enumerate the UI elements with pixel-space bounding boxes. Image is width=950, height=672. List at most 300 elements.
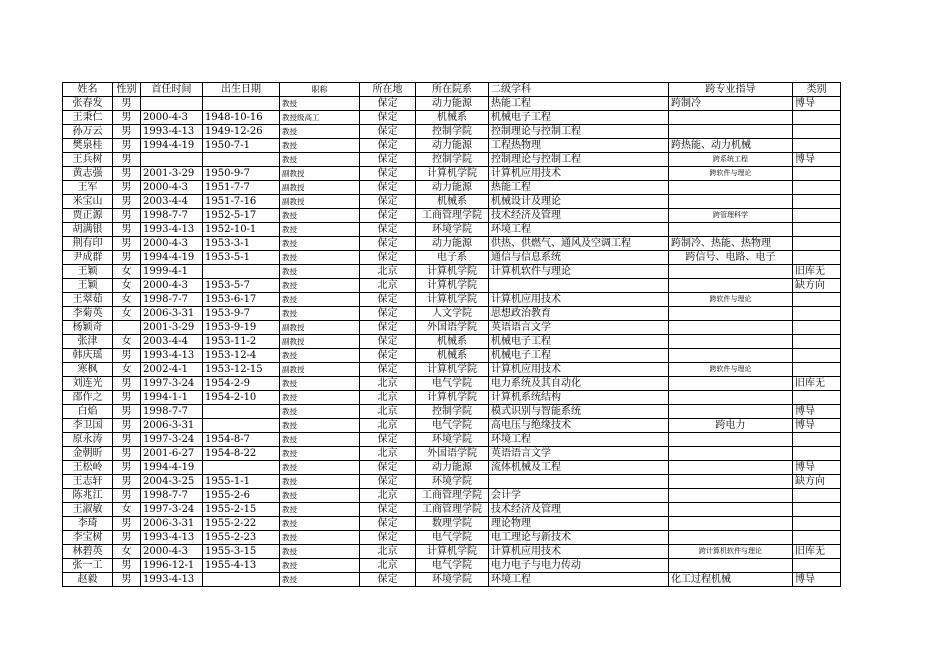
cell-cross-major: 跨管理科学	[669, 209, 793, 223]
cell-discipline: 机械电子工程	[489, 349, 669, 363]
cell-name: 白焰	[63, 405, 113, 419]
table-row	[63, 97, 841, 111]
column-header-name: 姓名	[63, 83, 113, 97]
cell-department: 电气学院	[416, 559, 489, 573]
cell-cross-major	[669, 391, 793, 405]
cell-title: 教授	[280, 531, 360, 545]
cell-birth-date: 1955-2-6	[203, 489, 280, 503]
cell-name: 陈兆江	[63, 489, 113, 503]
cell-cross-major	[669, 307, 793, 321]
cell-first-appointment: 1996-12-1	[141, 559, 203, 573]
cell-location: 保定	[360, 335, 416, 349]
cell-gender: 男	[113, 531, 141, 545]
cell-department: 计算机学院	[416, 391, 489, 405]
cell-category	[793, 335, 841, 349]
cell-name: 刘连光	[63, 377, 113, 391]
cell-category	[793, 489, 841, 503]
cell-department: 工商管理学院	[416, 489, 489, 503]
table-row	[63, 139, 841, 153]
cell-birth-date: 1955-2-15	[203, 503, 280, 517]
cell-location: 北京	[360, 447, 416, 461]
table-row	[63, 265, 841, 279]
cell-title: 教授	[280, 559, 360, 573]
cell-category: 旧库无	[793, 545, 841, 559]
cell-name: 邵作之	[63, 391, 113, 405]
cell-department: 环境学院	[416, 475, 489, 489]
cell-cross-major	[669, 195, 793, 209]
cell-cross-major: 跨信号、电路、电子	[669, 251, 793, 265]
cell-birth-date: 1955-3-15	[203, 545, 280, 559]
cell-gender: 男	[113, 433, 141, 447]
cell-location: 保定	[360, 293, 416, 307]
cell-birth-date: 1954-8-7	[203, 433, 280, 447]
cell-category: 旧库无	[793, 377, 841, 391]
cell-name: 王淑敏	[63, 503, 113, 517]
cell-name: 张一工	[63, 559, 113, 573]
table-row	[63, 475, 841, 489]
cell-name: 金朝昕	[63, 447, 113, 461]
cell-location: 保定	[360, 321, 416, 335]
cell-category: 博导	[793, 405, 841, 419]
cell-discipline: 工程热物理	[489, 139, 669, 153]
cell-name: 黄志强	[63, 167, 113, 181]
cell-gender: 男	[113, 195, 141, 209]
cell-name: 王颖	[63, 265, 113, 279]
cell-title: 教授	[280, 517, 360, 531]
cell-birth-date	[203, 153, 280, 167]
cell-gender: 男	[113, 419, 141, 433]
cell-cross-major	[669, 475, 793, 489]
column-header-department: 所在院系	[416, 83, 489, 97]
cell-gender: 男	[113, 559, 141, 573]
cell-category	[793, 251, 841, 265]
cell-title: 副教授	[280, 167, 360, 181]
cell-first-appointment: 1998-7-7	[141, 489, 203, 503]
cell-first-appointment: 2003-4-4	[141, 195, 203, 209]
cell-gender: 男	[113, 377, 141, 391]
cell-cross-major	[669, 335, 793, 349]
cell-category	[793, 531, 841, 545]
cell-department: 计算机学院	[416, 293, 489, 307]
cell-location: 保定	[360, 475, 416, 489]
cell-department: 动力能源	[416, 139, 489, 153]
cell-first-appointment: 2006-3-31	[141, 307, 203, 321]
cell-gender: 女	[113, 293, 141, 307]
cell-birth-date: 1953-11-2	[203, 335, 280, 349]
cell-department: 控制学院	[416, 125, 489, 139]
cell-cross-major: 跨计算机软件与理论	[669, 545, 793, 559]
cell-name: 荆有印	[63, 237, 113, 251]
cell-gender: 男	[113, 125, 141, 139]
cell-first-appointment: 1997-3-24	[141, 433, 203, 447]
table-row	[63, 195, 841, 209]
cell-discipline	[489, 279, 669, 293]
cell-birth-date	[203, 461, 280, 475]
cell-name: 王松岭	[63, 461, 113, 475]
cell-discipline: 热能工程	[489, 181, 669, 195]
cell-category: 博导	[793, 419, 841, 433]
cell-department: 计算机学院	[416, 279, 489, 293]
cell-department: 电子系	[416, 251, 489, 265]
cell-cross-major	[669, 279, 793, 293]
cell-cross-major	[669, 181, 793, 195]
table-row	[63, 461, 841, 475]
table-row	[63, 153, 841, 167]
cell-cross-major	[669, 377, 793, 391]
table-row	[63, 391, 841, 405]
cell-title: 教授	[280, 461, 360, 475]
cell-first-appointment: 1994-4-19	[141, 251, 203, 265]
cell-department: 计算机学院	[416, 167, 489, 181]
cell-gender: 男	[113, 251, 141, 265]
table-row	[63, 111, 841, 125]
cell-birth-date: 1955-4-13	[203, 559, 280, 573]
cell-discipline: 理论物理	[489, 517, 669, 531]
cell-name: 王兵树	[63, 153, 113, 167]
cell-location: 北京	[360, 279, 416, 293]
cell-name: 张春发	[63, 97, 113, 111]
cell-department: 人文学院	[416, 307, 489, 321]
cell-name: 王志轩	[63, 475, 113, 489]
cell-name: 尹成群	[63, 251, 113, 265]
cell-birth-date: 1950-7-1	[203, 139, 280, 153]
cell-department: 动力能源	[416, 181, 489, 195]
column-header-gender: 性别	[113, 83, 141, 97]
cell-first-appointment: 2000-4-3	[141, 545, 203, 559]
cell-discipline: 电力电子与电力传动	[489, 559, 669, 573]
cell-title: 教授	[280, 405, 360, 419]
column-header-title: 职称	[280, 83, 360, 97]
cell-birth-date: 1955-1-1	[203, 475, 280, 489]
cell-title: 教授	[280, 293, 360, 307]
cell-title: 教授	[280, 545, 360, 559]
cell-department: 控制学院	[416, 153, 489, 167]
cell-title: 副教授	[280, 195, 360, 209]
cell-name: 原永涛	[63, 433, 113, 447]
cell-birth-date: 1953-9-19	[203, 321, 280, 335]
cell-first-appointment: 2001-6-27	[141, 447, 203, 461]
cell-category	[793, 181, 841, 195]
cell-name: 王秉仁	[63, 111, 113, 125]
cell-department: 机械系	[416, 111, 489, 125]
cell-birth-date: 1953-12-15	[203, 363, 280, 377]
cell-name: 赵毅	[63, 573, 113, 587]
cell-first-appointment: 1998-7-7	[141, 405, 203, 419]
cell-gender: 男	[113, 447, 141, 461]
cell-birth-date: 1954-2-10	[203, 391, 280, 405]
table-row	[63, 545, 841, 559]
cell-name: 胡满银	[63, 223, 113, 237]
cell-department: 动力能源	[416, 461, 489, 475]
cell-birth-date: 1953-9-7	[203, 307, 280, 321]
cell-first-appointment	[141, 97, 203, 111]
cell-department: 环境学院	[416, 433, 489, 447]
cell-department: 电气学院	[416, 419, 489, 433]
cell-discipline: 机械电子工程	[489, 111, 669, 125]
cell-location: 保定	[360, 307, 416, 321]
cell-title: 教授	[280, 573, 360, 587]
cell-first-appointment: 2000-4-3	[141, 237, 203, 251]
cell-cross-major: 跨系统工程	[669, 153, 793, 167]
cell-discipline: 控制理论与控制工程	[489, 125, 669, 139]
cell-birth-date: 1953-12-4	[203, 349, 280, 363]
cell-discipline: 模式识别与智能系统	[489, 405, 669, 419]
cell-department: 电气学院	[416, 531, 489, 545]
table-row	[63, 349, 841, 363]
cell-first-appointment: 2004-3-25	[141, 475, 203, 489]
table-row	[63, 181, 841, 195]
cell-title: 教授级高工	[280, 111, 360, 125]
cell-title: 教授	[280, 419, 360, 433]
cell-location: 保定	[360, 167, 416, 181]
cell-cross-major: 跨软件与理论	[669, 293, 793, 307]
column-header-cross-major: 跨专业指导	[669, 83, 793, 97]
table-row	[63, 237, 841, 251]
cell-discipline: 计算机应用技术	[489, 293, 669, 307]
cell-gender: 男	[113, 405, 141, 419]
cell-name: 王军	[63, 181, 113, 195]
cell-location: 保定	[360, 349, 416, 363]
cell-first-appointment: 1999-4-1	[141, 265, 203, 279]
cell-cross-major	[669, 265, 793, 279]
cell-department: 数理学院	[416, 517, 489, 531]
cell-location: 保定	[360, 363, 416, 377]
cell-birth-date: 1949-12-26	[203, 125, 280, 139]
cell-cross-major	[669, 125, 793, 139]
cell-name: 孙万云	[63, 125, 113, 139]
cell-title: 教授	[280, 279, 360, 293]
cell-gender: 男	[113, 475, 141, 489]
cell-category	[793, 447, 841, 461]
cell-gender: 男	[113, 349, 141, 363]
faculty-table	[62, 82, 841, 587]
table-row	[63, 293, 841, 307]
cell-first-appointment: 1993-4-13	[141, 573, 203, 587]
cell-first-appointment: 2000-4-3	[141, 111, 203, 125]
cell-birth-date	[203, 405, 280, 419]
cell-discipline: 热能工程	[489, 97, 669, 111]
cell-department: 动力能源	[416, 237, 489, 251]
cell-cross-major: 化工过程机械	[669, 573, 793, 587]
cell-name: 寒枫	[63, 363, 113, 377]
table-body	[63, 97, 841, 587]
cell-discipline: 环境工程	[489, 223, 669, 237]
table-row	[63, 503, 841, 517]
table-row	[63, 223, 841, 237]
cell-first-appointment: 2006-3-31	[141, 517, 203, 531]
cell-discipline: 英语语言文学	[489, 447, 669, 461]
cell-cross-major	[669, 489, 793, 503]
cell-location: 保定	[360, 461, 416, 475]
cell-department: 计算机学院	[416, 545, 489, 559]
cell-discipline: 计算机系统结构	[489, 391, 669, 405]
cell-cross-major	[669, 349, 793, 363]
header-row	[63, 83, 841, 97]
cell-first-appointment: 1998-7-7	[141, 209, 203, 223]
cell-cross-major	[669, 461, 793, 475]
table-row	[63, 433, 841, 447]
cell-department: 计算机学院	[416, 265, 489, 279]
cell-location: 保定	[360, 223, 416, 237]
cell-category	[793, 307, 841, 321]
cell-discipline: 环境工程	[489, 573, 669, 587]
cell-name: 樊泉桂	[63, 139, 113, 153]
cell-department: 计算机学院	[416, 363, 489, 377]
cell-first-appointment: 1997-3-24	[141, 503, 203, 517]
table-row	[63, 559, 841, 573]
cell-category	[793, 223, 841, 237]
cell-category	[793, 517, 841, 531]
cell-gender: 女	[113, 279, 141, 293]
cell-discipline: 技术经济及管理	[489, 503, 669, 517]
cell-title: 教授	[280, 139, 360, 153]
table-row	[63, 489, 841, 503]
cell-title: 教授	[280, 349, 360, 363]
cell-title: 副教授	[280, 321, 360, 335]
cell-department: 电气学院	[416, 377, 489, 391]
cell-title: 教授	[280, 209, 360, 223]
cell-cross-major	[669, 503, 793, 517]
cell-discipline: 电工理论与新技术	[489, 531, 669, 545]
cell-location: 保定	[360, 433, 416, 447]
cell-title: 教授	[280, 503, 360, 517]
cell-location: 北京	[360, 419, 416, 433]
cell-first-appointment: 2000-4-3	[141, 279, 203, 293]
cell-location: 保定	[360, 97, 416, 111]
cell-name: 李琦	[63, 517, 113, 531]
table-row	[63, 405, 841, 419]
cell-discipline: 流体机械及工程	[489, 461, 669, 475]
cell-birth-date: 1950-9-7	[203, 167, 280, 181]
cell-discipline: 会计学	[489, 489, 669, 503]
cell-first-appointment: 1994-1-1	[141, 391, 203, 405]
cell-first-appointment: 1993-4-13	[141, 349, 203, 363]
cell-category	[793, 209, 841, 223]
cell-cross-major: 跨电力	[669, 419, 793, 433]
cell-location: 保定	[360, 125, 416, 139]
cell-department: 外国语学院	[416, 447, 489, 461]
cell-birth-date: 1955-2-22	[203, 517, 280, 531]
cell-title: 副教授	[280, 181, 360, 195]
cell-category	[793, 293, 841, 307]
cell-location: 北京	[360, 377, 416, 391]
cell-birth-date: 1951-7-16	[203, 195, 280, 209]
cell-category	[793, 503, 841, 517]
cell-name: 米宝山	[63, 195, 113, 209]
cell-department: 工商管理学院	[416, 503, 489, 517]
cell-gender: 男	[113, 167, 141, 181]
cell-category	[793, 391, 841, 405]
cell-cross-major: 跨制冷	[669, 97, 793, 111]
cell-birth-date: 1952-5-17	[203, 209, 280, 223]
cell-discipline: 高电压与绝缘技术	[489, 419, 669, 433]
cell-first-appointment: 2003-4-4	[141, 335, 203, 349]
cell-name: 李卫国	[63, 419, 113, 433]
cell-discipline: 计算机应用技术	[489, 363, 669, 377]
cell-gender: 男	[113, 517, 141, 531]
cell-location: 北京	[360, 489, 416, 503]
cell-cross-major: 跨软件与理论	[669, 167, 793, 181]
cell-discipline: 机械电子工程	[489, 335, 669, 349]
cell-first-appointment	[141, 153, 203, 167]
cell-location: 北京	[360, 545, 416, 559]
cell-gender: 女	[113, 545, 141, 559]
cell-cross-major	[669, 405, 793, 419]
cell-cross-major	[669, 447, 793, 461]
cell-department: 工商管理学院	[416, 209, 489, 223]
cell-category	[793, 139, 841, 153]
cell-category	[793, 433, 841, 447]
cell-category	[793, 111, 841, 125]
table-row	[63, 447, 841, 461]
cell-department: 机械系	[416, 195, 489, 209]
cell-category	[793, 195, 841, 209]
cell-birth-date: 1952-10-1	[203, 223, 280, 237]
column-header-discipline: 二级学科	[489, 83, 669, 97]
cell-cross-major: 跨热能、动力机械	[669, 139, 793, 153]
cell-gender: 男	[113, 209, 141, 223]
cell-gender: 女	[113, 265, 141, 279]
cell-category: 缺方向	[793, 475, 841, 489]
cell-title: 教授	[280, 223, 360, 237]
cell-gender: 女	[113, 363, 141, 377]
column-header-first-appointment: 首任时间	[141, 83, 203, 97]
cell-category: 缺方向	[793, 279, 841, 293]
cell-birth-date: 1955-2-23	[203, 531, 280, 545]
cell-title: 教授	[280, 307, 360, 321]
cell-birth-date: 1953-5-1	[203, 251, 280, 265]
cell-first-appointment: 2006-3-31	[141, 419, 203, 433]
cell-department: 控制学院	[416, 405, 489, 419]
cell-gender: 女	[113, 503, 141, 517]
cell-gender: 女	[113, 335, 141, 349]
cell-category	[793, 237, 841, 251]
cell-discipline: 供热、供燃气、通风及空调工程	[489, 237, 669, 251]
cell-birth-date	[203, 419, 280, 433]
cell-birth-date: 1954-2-9	[203, 377, 280, 391]
cell-discipline: 计算机应用技术	[489, 167, 669, 181]
cell-discipline: 电力系统及其自动化	[489, 377, 669, 391]
cell-first-appointment: 2001-3-29	[141, 167, 203, 181]
table-row	[63, 307, 841, 321]
cell-category	[793, 363, 841, 377]
table-row	[63, 321, 841, 335]
table-row	[63, 531, 841, 545]
cell-category: 博导	[793, 461, 841, 475]
cell-location: 保定	[360, 517, 416, 531]
cell-gender: 男	[113, 223, 141, 237]
cell-birth-date	[203, 573, 280, 587]
cell-birth-date: 1954-8-22	[203, 447, 280, 461]
cell-birth-date: 1953-6-17	[203, 293, 280, 307]
cell-first-appointment: 2001-3-29	[141, 321, 203, 335]
cell-location: 保定	[360, 573, 416, 587]
cell-gender: 男	[113, 181, 141, 195]
cell-title: 教授	[280, 447, 360, 461]
cell-location: 保定	[360, 209, 416, 223]
cell-first-appointment: 1994-4-19	[141, 461, 203, 475]
cell-location: 北京	[360, 391, 416, 405]
cell-title: 教授	[280, 265, 360, 279]
cell-first-appointment: 1993-4-13	[141, 125, 203, 139]
table-row	[63, 335, 841, 349]
cell-gender: 男	[113, 237, 141, 251]
cell-discipline: 计算机应用技术	[489, 545, 669, 559]
cell-location: 保定	[360, 531, 416, 545]
cell-cross-major	[669, 111, 793, 125]
cell-discipline: 思想政治教育	[489, 307, 669, 321]
column-header-location: 所在地	[360, 83, 416, 97]
